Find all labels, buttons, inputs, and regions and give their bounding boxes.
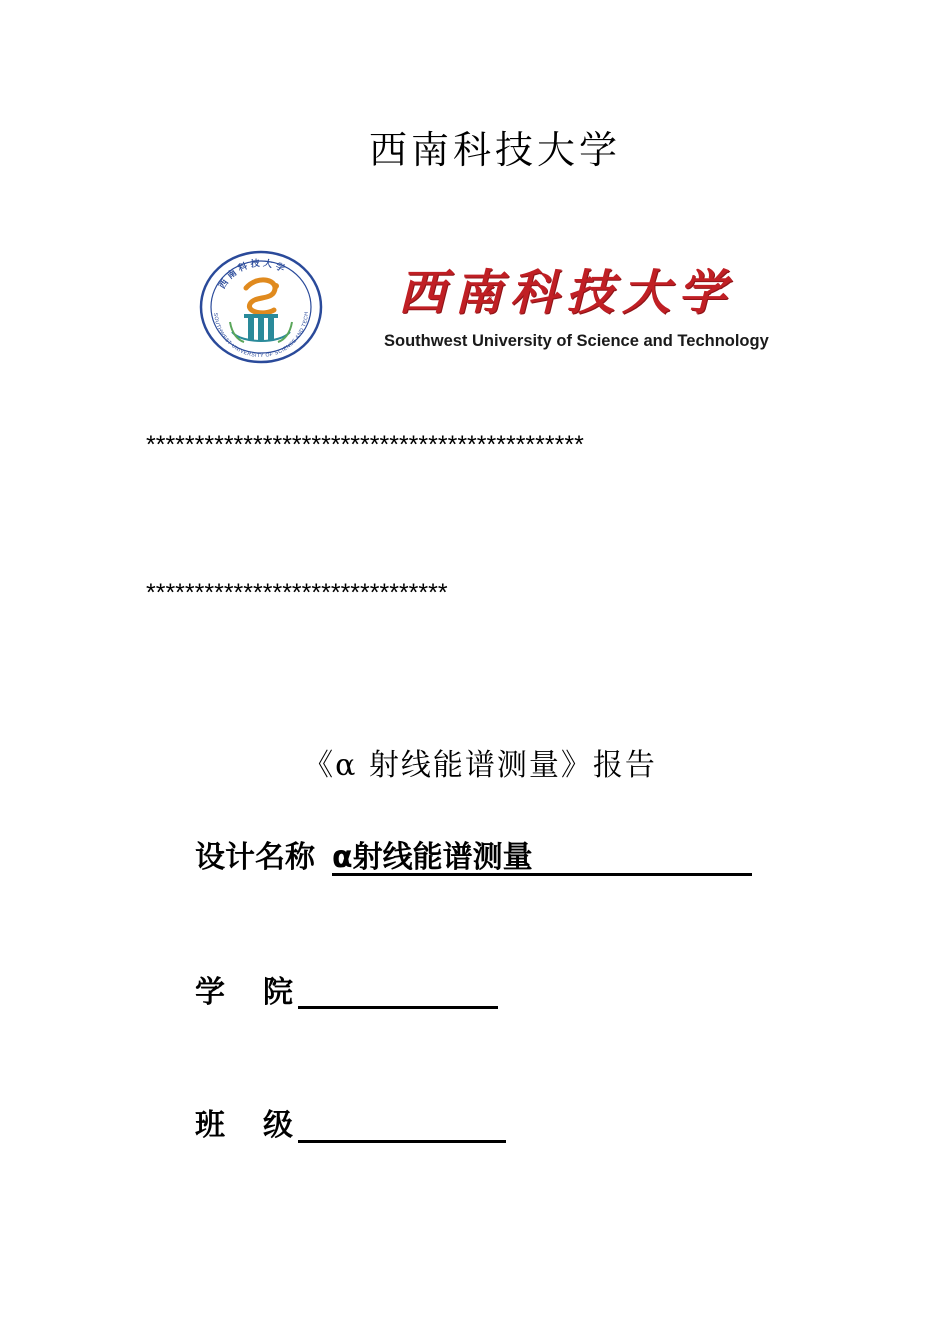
class-label [195,1106,293,1146]
report-title: 《α 射线能谱测量》报告 [303,748,657,783]
design-name-value: α射线能谱测量 [332,840,533,875]
seal-emblem-icon [198,250,324,364]
college-label [195,973,293,1013]
asterisk-divider-1: ********************************************* [146,431,584,459]
college-label-second: 院 [263,975,293,1010]
class-label-second: 级 [263,1108,293,1143]
seal-chinese-text: 西南科技大学 [217,258,289,291]
university-title: 西南科技大学 [368,128,621,172]
college-label-first: 学 [195,975,263,1010]
class-underline [298,1140,506,1143]
class-label-first: 班 [195,1108,263,1143]
university-seal-logo [198,250,324,364]
design-name-underline [332,873,752,876]
calligraphy-university-name: 西南科技大学 [398,265,735,321]
design-name-label: 设计名称 [195,840,315,875]
seal-english-text: SOUTHWEST UNIVERSITY OF SCIENCE AND TECH [212,311,311,360]
college-underline [298,1006,498,1009]
english-university-name: Southwest University of Science and Technology [384,332,769,350]
asterisk-divider-2: ******************************* [146,579,448,607]
